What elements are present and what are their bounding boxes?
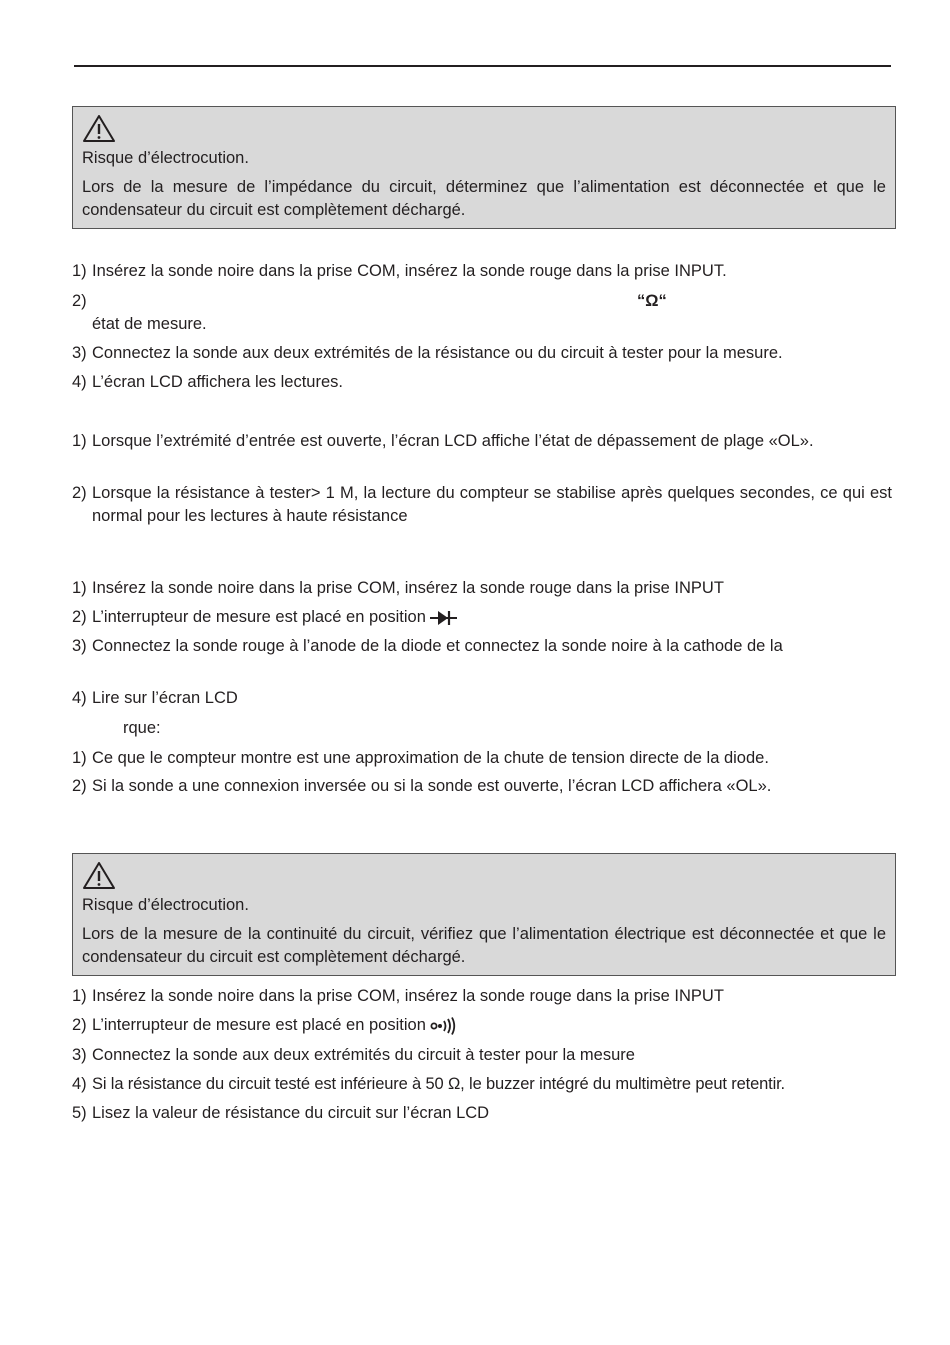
item-text: Insérez la sonde noire dans la prise COM, insérez la sonde rouge dans la prise INPUT: [92, 987, 724, 1005]
item-number: 2): [72, 1016, 87, 1034]
item-number: 1): [72, 987, 87, 1005]
item-number: 2): [72, 292, 87, 310]
item-text: Lisez la valeur de résistance du circuit sur l’écran LCD: [92, 1104, 490, 1122]
warning-text: Lors de la mesure de la continuité du circuit, vérifiez que l’alimentation électrique est déconnectée et que le condensateur du circuit est complètement déchargé.: [82, 925, 886, 966]
item-text: Insérez la sonde noire dans la prise COM, insérez la sonde rouge dans la prise INPUT.: [92, 262, 727, 280]
item-number: 2): [72, 484, 87, 502]
list-item: [72, 687, 892, 710]
warning-text: Lors de la mesure de l’impédance du circuit, déterminez que l’alimentation est déconnectée et que le condensateur du circuit est complètement déchargé.: [82, 178, 886, 219]
list-item: [72, 1014, 892, 1037]
item-text: Connectez la sonde aux deux extrémités de la résistance ou du circuit à tester pour la mesure.: [92, 344, 783, 362]
list-item: [72, 577, 892, 600]
list-item: [72, 747, 892, 770]
list-item: [72, 260, 892, 283]
item-text: Ce que le compteur montre est une approximation de la chute de tension directe de la diode.: [92, 749, 769, 767]
remark-label: rque:: [123, 719, 161, 737]
item-text: Lorsque l’extrémité d’entrée est ouverte, l’écran LCD affiche l’état de dépassement de plage «OL».: [92, 432, 814, 450]
header-rule: [74, 65, 891, 67]
list-item: [72, 1102, 892, 1125]
item-number: 2): [72, 608, 87, 626]
item-number: 1): [72, 579, 87, 597]
item-number: 4): [72, 373, 87, 391]
item-number: 5): [72, 1104, 87, 1122]
diode-icon: [430, 610, 458, 626]
item-text: Connectez la sonde aux deux extrémités du circuit à tester pour la mesure: [92, 1046, 635, 1064]
item-text: Connectez la sonde rouge à l’anode de la diode et connectez la sonde noire à la cathode de la: [92, 637, 783, 655]
item-number: 1): [72, 262, 87, 280]
list-item: [72, 430, 892, 453]
item-text: Si la résistance du circuit testé est inférieure à 50 Ω, le buzzer intégré du multimètre peut retentir.: [92, 1075, 785, 1093]
list-item: [72, 1073, 892, 1096]
list-item: [72, 1044, 892, 1067]
list-item: [72, 482, 892, 528]
warning-box-impedance: [72, 106, 896, 229]
item-number: 1): [72, 432, 87, 450]
list-item: [72, 985, 892, 1008]
item-text: L’interrupteur de mesure est placé en position: [92, 608, 426, 626]
item-text: L’écran LCD affichera les lectures.: [92, 373, 343, 391]
warning-title: Risque d’électrocution.: [82, 149, 249, 167]
warning-triangle-icon: [82, 860, 116, 890]
item-number: 3): [72, 344, 87, 362]
list-item: [72, 606, 892, 629]
item-text: Si la sonde a une connexion inversée ou si la sonde est ouverte, l’écran LCD affichera «OL».: [92, 777, 772, 795]
continuity-buzzer-icon: [430, 1017, 456, 1035]
item-number: 3): [72, 1046, 87, 1064]
item-text: Lorsque la résistance à tester> 1 M, la lecture du compteur se stabilise après quelques secondes, ce qui est normal pour les lectures à haute résistance: [92, 484, 892, 525]
item-number: 3): [72, 637, 87, 655]
item-text: Insérez la sonde noire dans la prise COM, insérez la sonde rouge dans la prise INPUT: [92, 579, 724, 597]
item-text: L’interrupteur de mesure est placé en position: [92, 1016, 426, 1034]
list-item: [72, 775, 892, 798]
list-item: [72, 342, 892, 365]
warning-title: Risque d’électrocution.: [82, 896, 249, 914]
list-item: [72, 371, 892, 394]
item-number: 4): [72, 1075, 87, 1093]
list-item: [72, 635, 892, 658]
item-number: 2): [72, 777, 87, 795]
item-number: 1): [72, 749, 87, 767]
list-item: [72, 290, 892, 336]
item-text: état de mesure.: [92, 315, 207, 333]
item-text: Lire sur l’écran LCD: [92, 689, 238, 707]
item-number: 4): [72, 689, 87, 707]
warning-box-continuity: [72, 853, 896, 976]
warning-triangle-icon: [82, 113, 116, 143]
ohm-symbol: “Ω“: [637, 292, 667, 310]
